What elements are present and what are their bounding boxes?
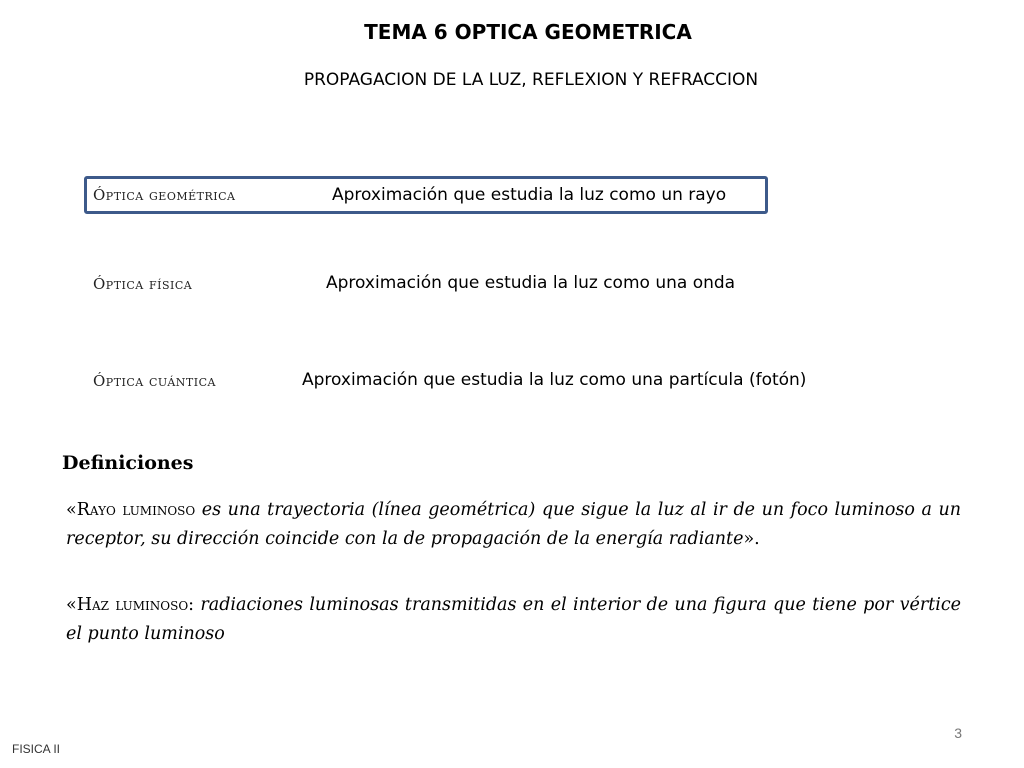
definition-rayo-luminoso (66, 496, 961, 554)
slide-title: TEMA 6 OPTICA GEOMETRICA (364, 20, 692, 44)
definition-term: Haz luminoso: (76, 595, 195, 615)
close-quote: ». (743, 529, 760, 549)
definition-haz-luminoso (66, 591, 961, 649)
approach-term-fisica: Óptica física (93, 275, 193, 293)
definitions-heading: Definiciones (62, 452, 194, 474)
definition-text: radiaciones luminosas transmitidas en el interior de una figura que tiene por vértice el punto luminoso (66, 595, 961, 644)
slide-subtitle: PROPAGACION DE LA LUZ, REFLEXION Y REFRACCION (303, 70, 759, 90)
approach-desc-fisica: Aproximación que estudia la luz como una onda (326, 273, 736, 293)
open-quote: « (66, 500, 77, 520)
definition-text: es una trayectoria (línea geométrica) que sigue la luz al ir de un foco luminoso a un receptor, su dirección coincide con la de propagación de la energía radiante (66, 500, 961, 549)
approach-term-geometrica: Óptica geométrica (93, 186, 236, 204)
approach-desc-cuantica: Aproximación que estudia la luz como una partícula (fotón) (302, 370, 807, 390)
footer-label: FISICA II (12, 742, 61, 756)
definition-term: Rayo luminoso (76, 500, 196, 520)
approach-term-cuantica: Óptica cuántica (93, 372, 216, 390)
page-number: 3 (954, 725, 962, 741)
open-quote: « (66, 595, 77, 615)
approach-desc-geometrica: Aproximación que estudia la luz como un rayo (332, 185, 727, 205)
